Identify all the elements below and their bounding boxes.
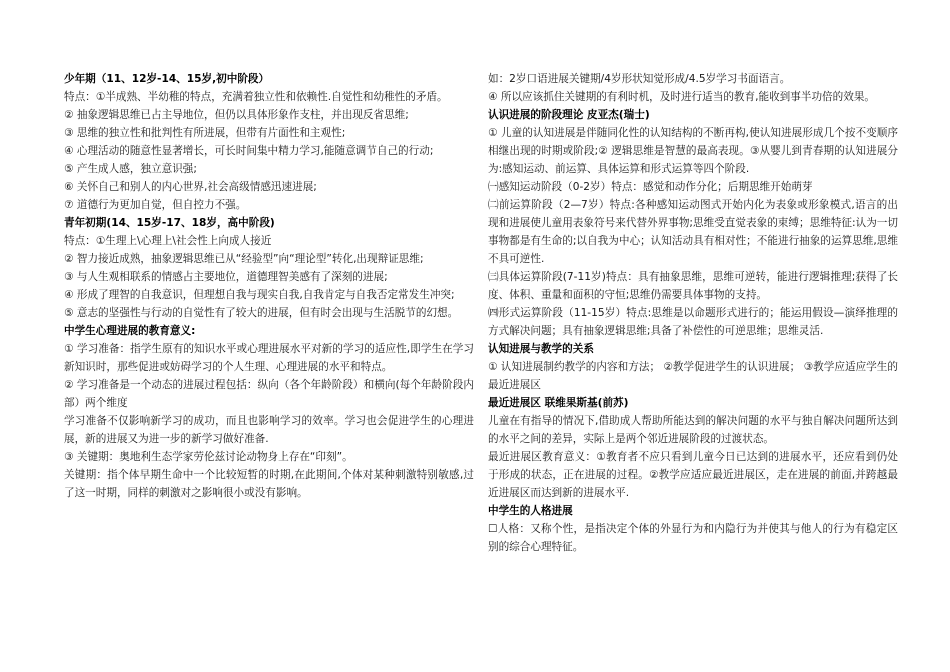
paragraph: ④ 形成了理智的自我意识，但理想自我与现实自我,自我肯定与自我否定常发生冲突; [64,289,455,301]
paragraph: ⑦ 道德行为更加自觉，但自控力不强。 [64,199,247,211]
paragraph: ① 认知进展制约教学的内容和方法； ②教学促进学生的认识进展； ③教学应适应学生的最近进展区 [488,361,898,391]
paragraph: ㈣形式运算阶段（11-15岁）特点:思维是以命题形式进行的；能运用假设—演绎推理的方式解决问题；具有抽象逻辑思维;具备了补偿性的可逆思维；思维灵活. [488,307,898,337]
paragraph: ② 智力接近成熟，抽象逻辑思维已从“经验型”向“理论型”转化,出现辩证思维; [64,253,424,265]
paragraph: 关键期：指个体早期生命中一个比较短暂的时期,在此期间,个体对某种刺激特别敏感,过了这一时期，同样的刺激对之影响很小或没有影响。 [64,469,474,499]
paragraph: ㈢具体运算阶段(7-11岁)特点：具有抽象思维，思维可逆转，能进行逻辑推理;获得了长度、体积、重量和面积的守恒;思维仍需要具体事物的支持。 [488,271,898,301]
paragraph: 儿童在有指导的情况下,借助成人帮助所能达到的解决问题的水平与独自解决问题所达到的水平之间的差异，实际上是两个邻近进展阶段的过渡状态。 [488,415,898,445]
section-heading: 认识进展的阶段理论 皮亚杰(瑞士) [488,109,650,121]
paragraph: ① 儿童的认知进展是伴随同化性的认知结构的不断再构,使认知进展形成几个按不变顺序相继出现的时期或阶段;② 逻辑思维是智慧的最高表现。③从婴儿到青春期的认知进展分为:感知运动、前运算、具体运算和形式运算等四个阶段. [488,127,898,175]
section-heading: 中学生心理进展的教育意义: [64,325,196,337]
paragraph: 特点：①生理上\心理上\社会性上向成人接近 [64,235,272,247]
paragraph: 学习准备不仅影响新学习的成功，而且也影响学习的效率。学习也会促进学生的心理进展，新的进展又为进一步的新学习做好准备. [64,415,474,445]
paragraph: ⑤ 产生成人感，独立意识强; [64,163,197,175]
paragraph: 如：2岁口语进展关键期/4岁形状知觉形成/4.5岁学习书面语言。 [488,73,791,85]
section-heading: 中学生的人格进展 [488,505,573,517]
paragraph: ☐人格：又称个性，是指决定个体的外显行为和内隐行为并使其与他人的行为有稳定区别的综合心理特征。 [488,523,898,553]
paragraph: ③ 思维的独立性和批判性有所进展，但带有片面性和主观性; [64,127,346,139]
paragraph: ⑤ 意志的坚强性与行动的自觉性有了较大的进展，但有时会出现与生活脱节的幻想。 [64,307,459,319]
section-heading: 少年期（11、12岁-14、15岁,初中阶段） [64,73,270,85]
left-column [64,70,474,502]
paragraph: 最近进展区教育意义：①教育者不应只看到儿童今日已达到的进展水平，还应看到仍处于形成的状态，正在进展的过程。②教学应适应最近进展区，走在进展的前面,并跨越最近进展区而达到新的进展水平. [488,451,898,499]
paragraph: ② 抽象逻辑思维已占主导地位，但仍以具体形象作支柱，并出现反省思维; [64,109,409,121]
paragraph: ④ 所以应该抓住关键期的有利时机，及时进行适当的教育,能收到事半功倍的效果。 [488,91,876,103]
section-heading: 青年初期(14、15岁-17、18岁，高中阶段) [64,217,275,229]
paragraph: ㈡前运算阶段（2—7岁）特点:各种感知运动图式开始内化为表象或形象模式,语言的出现和进展使儿童用表象符号来代替外界事物;思维受直觉表象的束缚；思维特征:认为一切事物都是有生命的;以自我为中心；认知活动具有相对性；不能进行抽象的运算思维,思维不具可逆性. [488,199,898,265]
paragraph: ㈠感知运动阶段（0-2岁）特点：感觉和动作分化；后期思维开始萌芽 [488,181,813,193]
paragraph: ⑥ 关怀自己和别人的内心世界,社会高级情感迅速进展; [64,181,317,193]
paragraph: ① 学习准备：指学生原有的知识水平或心理进展水平对新的学习的适应性,即学生在学习新知识时，那些促进或妨碍学习的个人生理、心理进展的水平和特点。 [64,343,474,373]
right-column [488,70,898,556]
section-heading: 最近进展区 联维果斯基(前苏) [488,397,629,409]
paragraph: ③ 与人生观相联系的情感占主要地位，道德理智美感有了深刻的进展; [64,271,388,283]
paragraph: ④ 心理活动的随意性显著增长，可长时间集中精力学习,能随意调节自己的行动; [64,145,434,157]
paragraph: 特点：①半成熟、半幼稚的特点，充满着独立性和依赖性.自觉性和幼稚性的矛盾。 [64,91,448,103]
section-heading: 认知进展与教学的关系 [488,343,594,355]
paragraph: ③ 关键期：奥地利生态学家劳伦兹讨论动物身上存在“印刻”。 [64,451,353,463]
paragraph: ② 学习准备是一个动态的进展过程包括：纵向（各个年龄阶段）和横向(每个年龄阶段内部）两个维度 [64,379,474,409]
